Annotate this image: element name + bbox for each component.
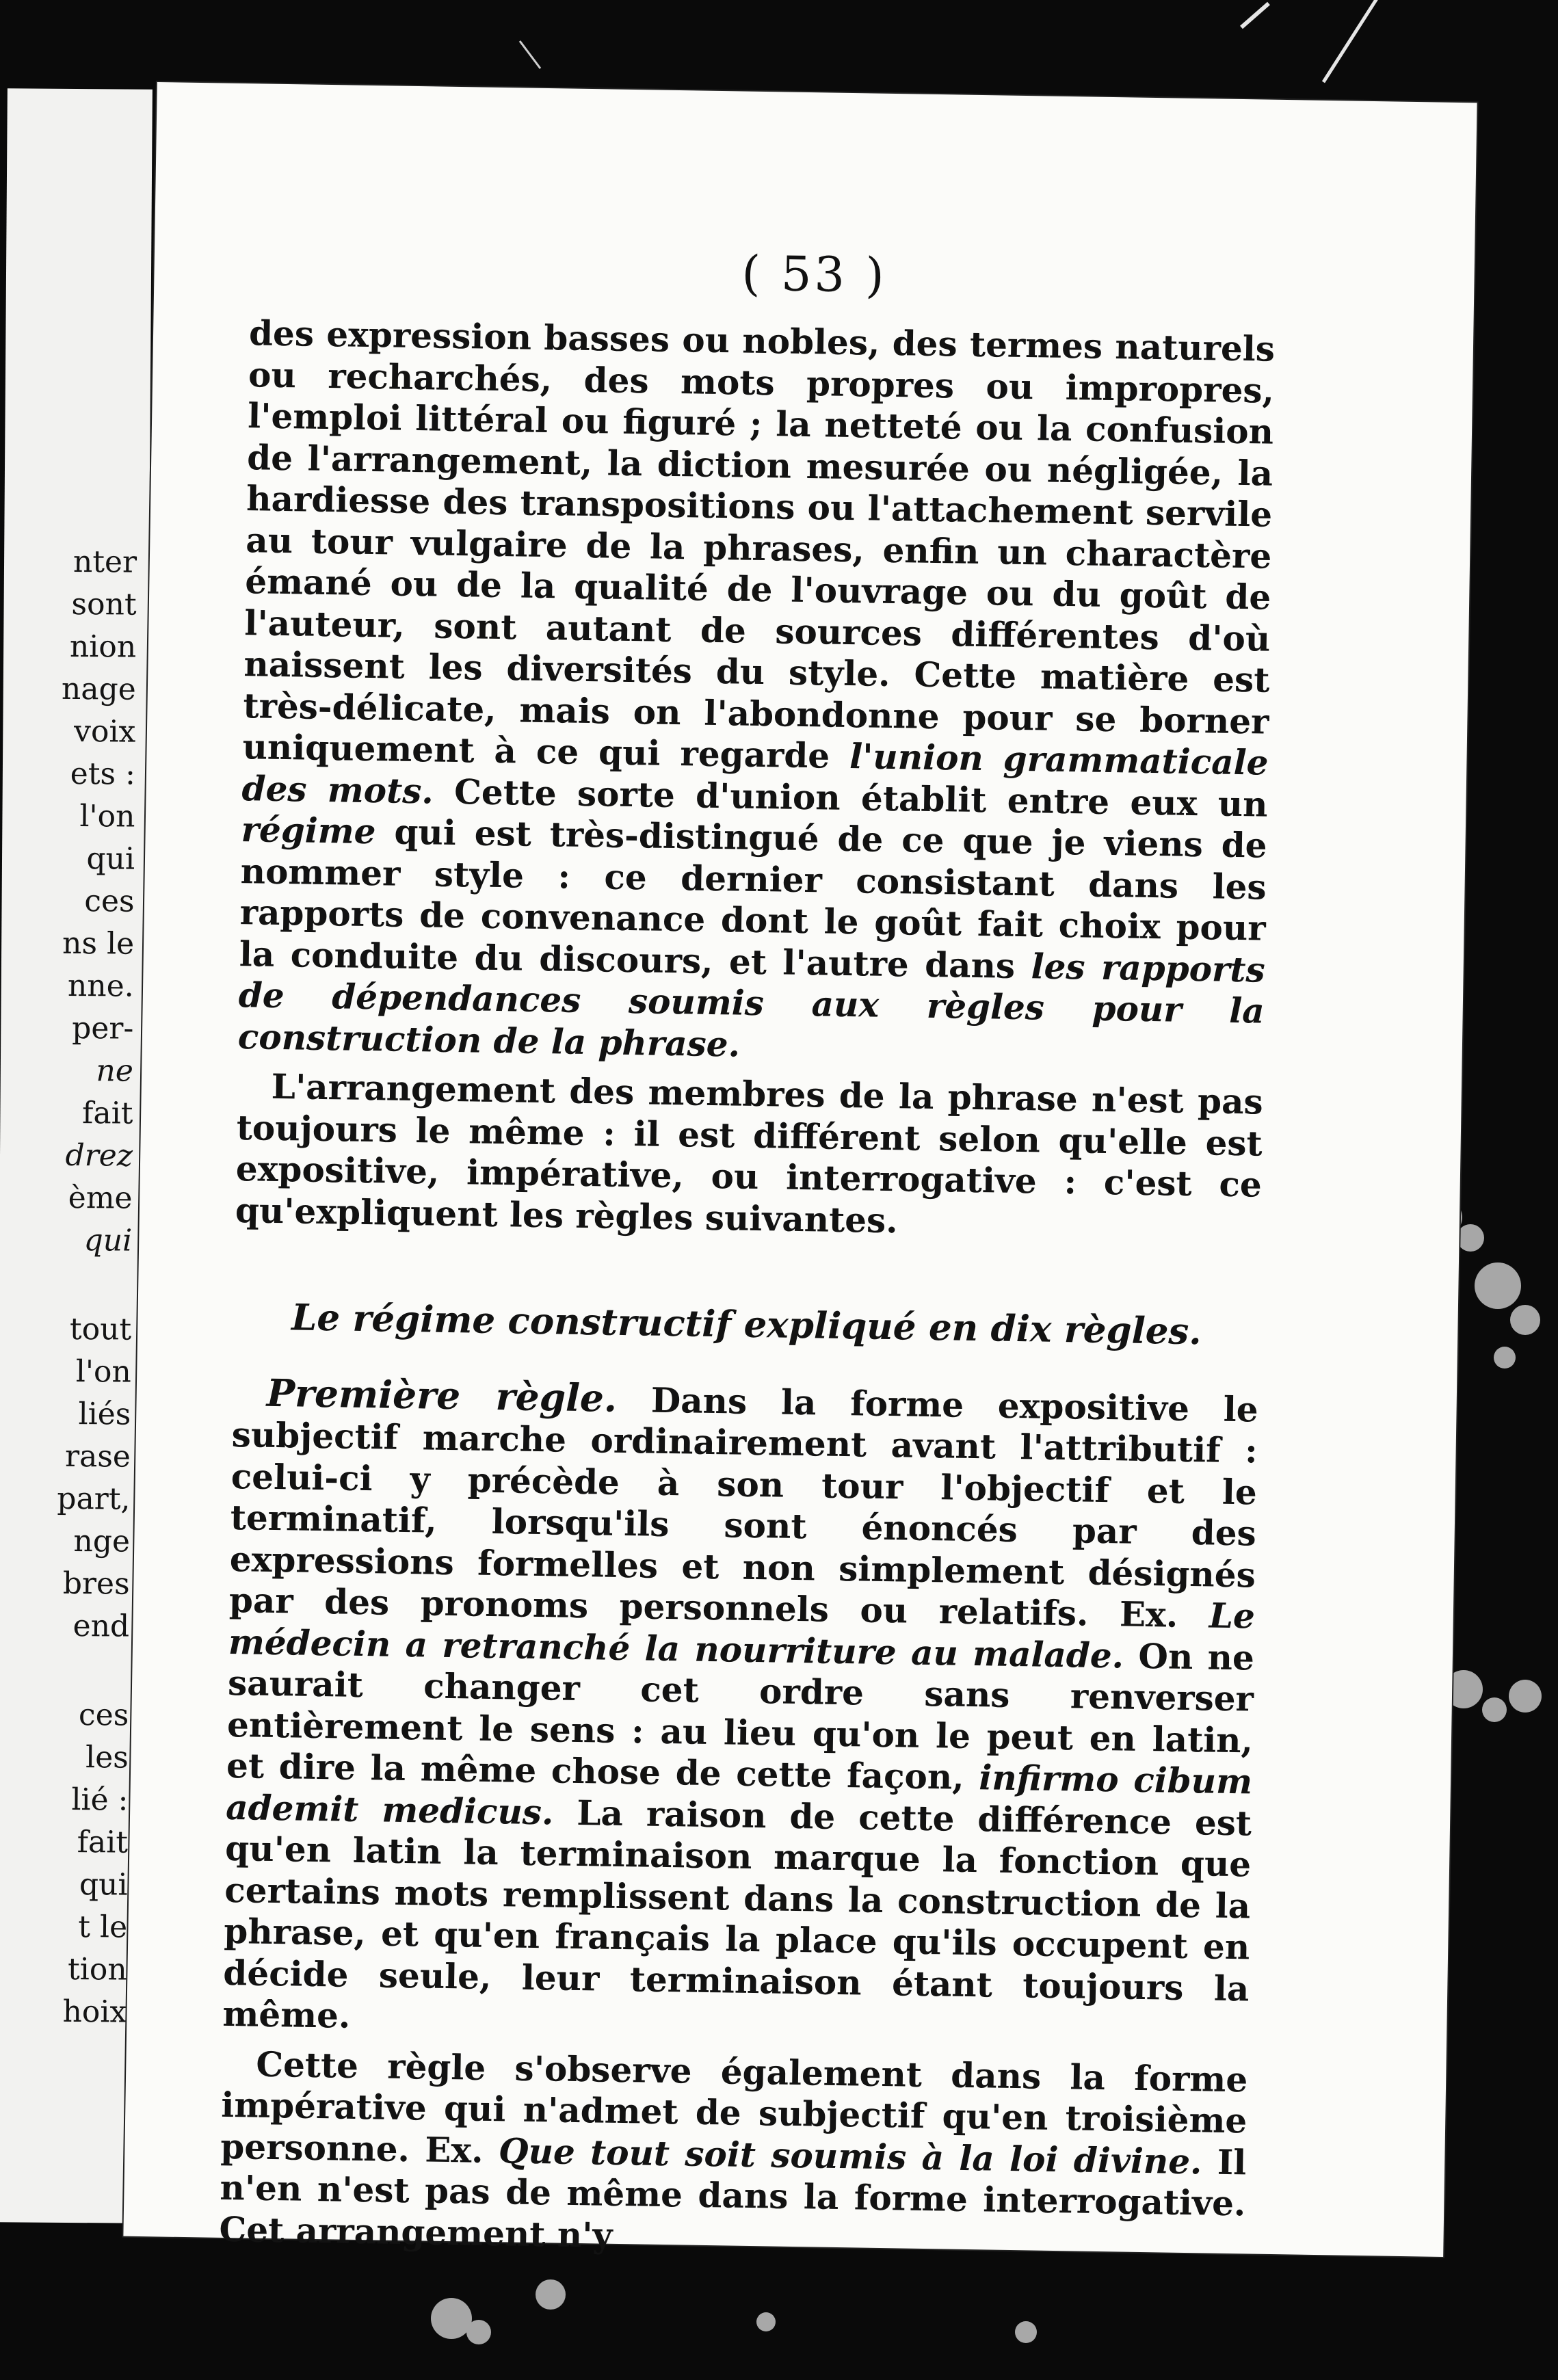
left-fragment: qui: [83, 1223, 133, 1258]
left-fragment: ème: [68, 1180, 133, 1216]
left-fragment: qui: [86, 841, 135, 877]
left-fragment: ces: [78, 1697, 129, 1733]
left-fragment: tion: [67, 1951, 127, 1987]
left-fragment: l'on: [79, 799, 135, 834]
rule-title: Première règle.: [266, 1370, 618, 1420]
italic-run: infirmo cibum ademit medicus.: [225, 1757, 1253, 1832]
left-fragment: rase: [64, 1438, 131, 1475]
italic-run: l'union grammaticale des mots.: [241, 736, 1269, 812]
paragraph: [237, 313, 1275, 1073]
left-fragment: per-: [72, 1010, 134, 1046]
left-fragment: nion: [69, 629, 137, 665]
italic-run: les rapports de dépendances soumis aux règles pour la construction de la phrase.: [237, 945, 1266, 1065]
left-fragment: nge: [73, 1524, 131, 1559]
italic-run: Le médecin a retranché la nourriture au malade.: [228, 1595, 1256, 1676]
left-fragment: nter: [72, 544, 137, 580]
text-run: La raison de cette différence est qu'en latin la terminaison marque la fonction que certains mots remplissent dans la construction de la phrase, et qu'en français la place qu'ils occupent en décide seule, leur terminaison étant toujours la même.: [222, 1792, 1252, 2036]
left-fragment: t le: [78, 1909, 128, 1945]
left-fragment: ces: [84, 884, 135, 919]
italic-run: Que tout soit soumis à la loi divine.: [498, 2130, 1202, 2182]
text-run: Cette règle s'observe également dans la forme impérative qui n'admet de subjectif qu'en troisième personne. Ex.: [220, 2044, 1248, 2171]
left-fragment: tout: [69, 1311, 132, 1347]
left-fragment: qui: [79, 1867, 128, 1903]
left-fragment: drez: [65, 1137, 133, 1174]
left-fragment: fait: [81, 1096, 133, 1131]
left-fragment: bres: [62, 1565, 130, 1602]
text-run: Dans la forme expositive le subjectif marche ordinairement avant l'attributif : celui-ci y précède à son tour l'objectif et le terminatif, lorsqu'ils sont énoncés par des expressions formelles et non simplement désignés par des pronoms personnels ou relatifs. Ex.: [228, 1379, 1259, 1635]
left-fragment: ne: [96, 1053, 134, 1089]
left-fragment: liés: [78, 1397, 131, 1432]
left-fragment: fait: [77, 1825, 129, 1860]
section-heading: Le régime constructif expliqué en dix règles.: [291, 1296, 1202, 1353]
left-fragment: l'on: [75, 1354, 131, 1390]
text-run: Cette sorte d'union établit entre eux un: [453, 771, 1268, 825]
left-fragment: nne.: [67, 968, 134, 1004]
left-fragment: part,: [57, 1481, 131, 1517]
text-run: On ne saurait changer cet ordre sans renverser entièrement le sens : au lieu qu'on le peut en latin, et dire la même chose de cette façon,: [226, 1635, 1255, 1797]
italic-run: régime: [241, 809, 376, 852]
left-fragment: ns le: [62, 925, 135, 962]
left-fragment: hoix: [62, 1994, 127, 2030]
left-fragment: ets :: [70, 756, 136, 792]
left-fragment: les: [85, 1740, 129, 1775]
book-page: [123, 82, 1477, 2257]
text-run: qui est très-distingué de ce que je viens de nommer style : ce dernier consistant dans les rapports de convenance dont le goût fait choix pour la conduite du discours, et l'autre dans: [239, 811, 1267, 986]
left-fragment: end: [72, 1609, 130, 1644]
page-number: ( 53 ): [741, 245, 888, 304]
page-body: [219, 313, 1275, 2266]
left-fragment: nage: [61, 671, 136, 707]
left-fragment: lié :: [71, 1782, 129, 1818]
text-run: des expression basses ou nobles, des termes naturels ou recharchés, des mots propres ou impropres, l'emploi littéral ou figuré ; la netteté ou la confusion de l'arrangement, la diction mesurée ou négligée, la hardiesse des transpositions ou l'attachement servile au tour vulgaire de la phrases, enfin un charactère émané ou de la qualité de l'ouvrage ou du goût de l'auteur, sont autant de sources différentes d'où naissent les diversités du style. Cette matière est très-délicate, mais on l'abondonne pour se borner uniquement à ce qui regarde: [242, 313, 1276, 776]
left-fragment: sont: [71, 586, 137, 622]
paragraph: [222, 1372, 1258, 2051]
paragraph: [219, 2043, 1248, 2266]
left-fragment: voix: [73, 714, 136, 750]
text-run: Il n'en n'est pas de même dans la forme interrogative. Cet arrangement n'y: [219, 2141, 1247, 2256]
paragraph: L'arrangement des membres de la phrase n'est pas toujours le même : il est différent selon qu'elle est expositive, impérative, ou interrogative : c'est ce qu'expliquent les règles suivantes.: [235, 1066, 1264, 1241]
